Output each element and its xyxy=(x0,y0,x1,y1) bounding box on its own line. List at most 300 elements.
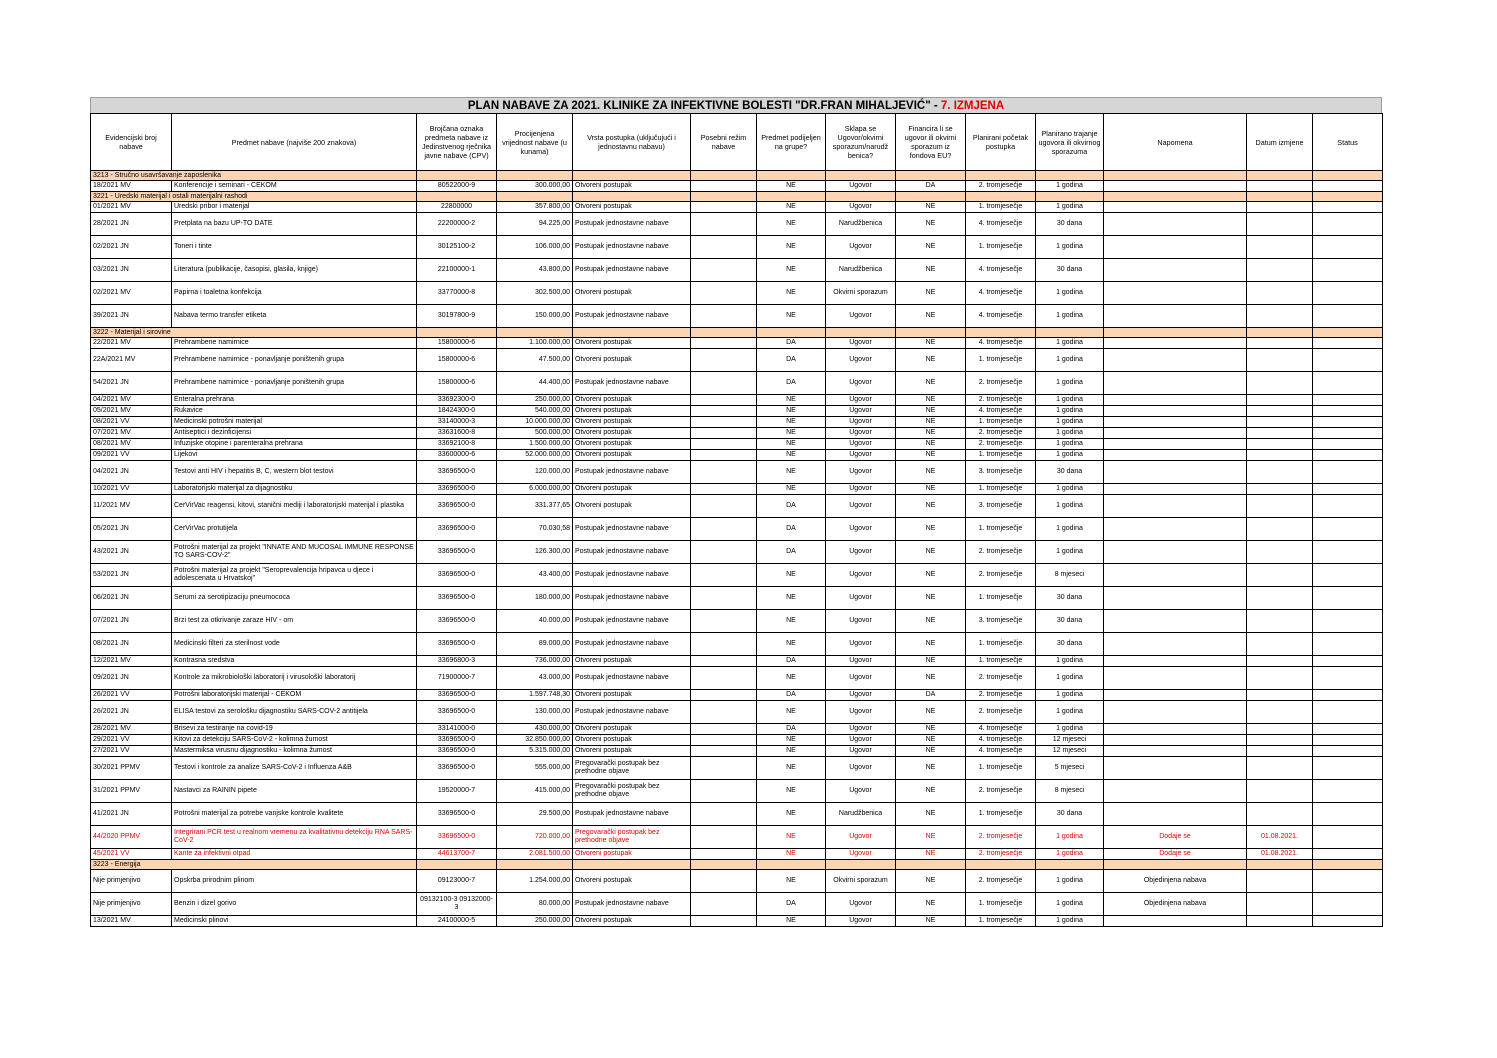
cell-vrijednost: 6.000.000,00 xyxy=(497,484,573,495)
cell-napomena: Objedinjena nabava xyxy=(1104,893,1247,916)
cell-cpv: 19520000-7 xyxy=(417,780,497,803)
cell-cpv: 33696800-3 xyxy=(417,656,497,667)
cell-predmet: Medicinski potrošni materijal xyxy=(172,417,417,428)
section-empty-cell xyxy=(417,171,497,181)
cell-posebni-rezim xyxy=(691,587,757,610)
section-empty-cell xyxy=(896,328,966,338)
cell-pocetak: 1. tromjesečje xyxy=(966,633,1036,656)
section-empty-cell xyxy=(1247,192,1313,202)
cell-status xyxy=(1313,780,1383,803)
cell-grupe: NE xyxy=(757,181,826,192)
cell-posebni-rezim xyxy=(691,202,757,213)
cell-evidencijski-broj: 28/2021 JN xyxy=(91,213,172,236)
cell-posebni-rezim xyxy=(691,181,757,192)
cell-predmet: Medicinski filteri za sterilnost vode xyxy=(172,633,417,656)
cell-cpv: 33696500-0 xyxy=(417,701,497,724)
cell-ugovor: Ugovor xyxy=(826,338,896,349)
cell-predmet: CerVirVac protutijela xyxy=(172,518,417,541)
cell-fondovi-eu: NE xyxy=(896,461,966,484)
cell-cpv: 15800000-6 xyxy=(417,338,497,349)
cell-postupak: Postupak jednostavne nabave xyxy=(573,587,691,610)
cell-cpv: 33770000-8 xyxy=(417,282,497,305)
table-row xyxy=(91,701,1383,724)
cell-napomena xyxy=(1104,450,1247,461)
cell-grupe: NE xyxy=(757,484,826,495)
cell-cpv: 24100000-5 xyxy=(417,916,497,927)
cell-trajanje: 1 godina xyxy=(1036,349,1104,372)
cell-predmet: Integrirani PCR test u realnom vremenu za kvalitativnu detekciju RNA SARS-CoV-2 xyxy=(172,826,417,849)
cell-datum-izmjene xyxy=(1247,338,1313,349)
cell-napomena xyxy=(1104,564,1247,587)
cell-ugovor: Ugovor xyxy=(826,461,896,484)
cell-trajanje: 1 godina xyxy=(1036,372,1104,395)
cell-fondovi-eu: DA xyxy=(896,690,966,701)
cell-vrijednost: 302.500,00 xyxy=(497,282,573,305)
cell-pocetak: 4. tromjesečje xyxy=(966,406,1036,417)
cell-napomena xyxy=(1104,484,1247,495)
section-empty-cell xyxy=(1313,171,1383,181)
cell-ugovor: Ugovor xyxy=(826,236,896,259)
cell-fondovi-eu: NE xyxy=(896,417,966,428)
cell-posebni-rezim xyxy=(691,633,757,656)
cell-pocetak: 2. tromjesečje xyxy=(966,372,1036,395)
cell-datum-izmjene xyxy=(1247,633,1313,656)
cell-vrijednost: 720.000,00 xyxy=(497,826,573,849)
section-empty-cell xyxy=(896,192,966,202)
cell-status xyxy=(1313,439,1383,450)
cell-trajanje: 1 godina xyxy=(1036,282,1104,305)
cell-pocetak: 1. tromjesečje xyxy=(966,893,1036,916)
cell-datum-izmjene xyxy=(1247,656,1313,667)
cell-datum-izmjene xyxy=(1247,349,1313,372)
cell-trajanje: 1 godina xyxy=(1036,541,1104,564)
cell-postupak: Otvoreni postupak xyxy=(573,282,691,305)
cell-grupe: NE xyxy=(757,746,826,757)
cell-cpv: 09132100-3 09132000-3 xyxy=(417,893,497,916)
section-empty-cell xyxy=(497,192,573,202)
cell-trajanje: 30 dana xyxy=(1036,633,1104,656)
cell-status xyxy=(1313,724,1383,735)
cell-ugovor: Ugovor xyxy=(826,484,896,495)
cell-pocetak: 2. tromjesečje xyxy=(966,541,1036,564)
cell-trajanje: 1 godina xyxy=(1036,495,1104,518)
table-row xyxy=(91,916,1383,927)
cell-fondovi-eu: NE xyxy=(896,202,966,213)
cell-cpv: 33696500-0 xyxy=(417,564,497,587)
cell-cpv: 33696500-0 xyxy=(417,690,497,701)
cell-posebni-rezim xyxy=(691,417,757,428)
cell-fondovi-eu: NE xyxy=(896,484,966,495)
cell-ugovor: Ugovor xyxy=(826,587,896,610)
cell-predmet: Uredski pribor i materijal xyxy=(172,202,417,213)
cell-postupak: Pregovarački postupak bez prethodne objave xyxy=(573,826,691,849)
cell-pocetak: 4. tromjesečje xyxy=(966,724,1036,735)
cell-status xyxy=(1313,656,1383,667)
cell-napomena xyxy=(1104,690,1247,701)
cell-trajanje: 1 godina xyxy=(1036,202,1104,213)
cell-ugovor: Ugovor xyxy=(826,690,896,701)
cell-ugovor: Ugovor xyxy=(826,395,896,406)
cell-evidencijski-broj: 45/2021 VV xyxy=(91,849,172,860)
section-empty-cell xyxy=(691,328,757,338)
cell-vrijednost: 331.377,65 xyxy=(497,495,573,518)
cell-vrijednost: 415.000,00 xyxy=(497,780,573,803)
col-fondovi-eu: Financira li se ugovor ili okvirni sporazum iz fondova EU? xyxy=(896,114,966,171)
cell-predmet: Infuzijske otopine i parenteralna prehrana xyxy=(172,439,417,450)
cell-cpv: 33696500-0 xyxy=(417,633,497,656)
cell-napomena xyxy=(1104,735,1247,746)
cell-predmet: Brzi test za otkrivanje zaraze HIV - om xyxy=(172,610,417,633)
cell-status xyxy=(1313,428,1383,439)
cell-cpv: 22100000-1 xyxy=(417,259,497,282)
cell-trajanje: 8 mjeseci xyxy=(1036,564,1104,587)
section-empty-cell xyxy=(966,860,1036,870)
cell-predmet: Prehrambene namirnice - ponavljanje poništenih grupa xyxy=(172,372,417,395)
cell-posebni-rezim xyxy=(691,667,757,690)
section-label: 3221 - Uredski materijal i ostali materijalni rashodi xyxy=(91,192,417,202)
section-empty-cell xyxy=(691,171,757,181)
cell-fondovi-eu: NE xyxy=(896,849,966,860)
cell-cpv: 18424300-0 xyxy=(417,406,497,417)
col-evidencijski-broj: Evidencijski broj nabave xyxy=(91,114,172,171)
cell-vrijednost: 300.000,00 xyxy=(497,181,573,192)
cell-pocetak: 4. tromjesečje xyxy=(966,305,1036,328)
cell-postupak: Pregovarački postupak bez prethodne objave xyxy=(573,780,691,803)
cell-grupe: NE xyxy=(757,587,826,610)
cell-postupak: Otvoreni postupak xyxy=(573,735,691,746)
cell-predmet: Toneri i tinte xyxy=(172,236,417,259)
cell-evidencijski-broj: Nije primjenjivo xyxy=(91,870,172,893)
cell-vrijednost: 47.500,00 xyxy=(497,349,573,372)
cell-trajanje: 1 godina xyxy=(1036,450,1104,461)
table-row xyxy=(91,690,1383,701)
cell-evidencijski-broj: 04/2021 JN xyxy=(91,461,172,484)
cell-fondovi-eu: NE xyxy=(896,757,966,780)
cell-grupe: NE xyxy=(757,826,826,849)
cell-posebni-rezim xyxy=(691,349,757,372)
cell-vrijednost: 70.030,58 xyxy=(497,518,573,541)
cell-trajanje: 30 dana xyxy=(1036,259,1104,282)
section-empty-cell xyxy=(826,192,896,202)
cell-datum-izmjene xyxy=(1247,428,1313,439)
table-row xyxy=(91,656,1383,667)
cell-predmet: Nastavci za RAININ pipete xyxy=(172,780,417,803)
section-empty-cell xyxy=(1313,328,1383,338)
cell-trajanje: 1 godina xyxy=(1036,916,1104,927)
cell-pocetak: 2. tromjesečje xyxy=(966,826,1036,849)
cell-status xyxy=(1313,701,1383,724)
cell-evidencijski-broj: 02/2021 JN xyxy=(91,236,172,259)
cell-pocetak: 2. tromjesečje xyxy=(966,181,1036,192)
cell-pocetak: 2. tromjesečje xyxy=(966,690,1036,701)
cell-napomena xyxy=(1104,724,1247,735)
cell-posebni-rezim xyxy=(691,656,757,667)
cell-grupe: NE xyxy=(757,870,826,893)
cell-posebni-rezim xyxy=(691,916,757,927)
cell-ugovor: Ugovor xyxy=(826,349,896,372)
cell-ugovor: Narudžbenica xyxy=(826,803,896,826)
cell-vrijednost: 40.000,00 xyxy=(497,610,573,633)
cell-evidencijski-broj: 05/2021 MV xyxy=(91,406,172,417)
cell-vrijednost: 180.000,00 xyxy=(497,587,573,610)
cell-evidencijski-broj: 53/2021 JN xyxy=(91,564,172,587)
procurement-plan-sheet xyxy=(90,97,1382,927)
cell-vrijednost: 357.800,00 xyxy=(497,202,573,213)
table-row xyxy=(91,349,1383,372)
cell-grupe: NE xyxy=(757,439,826,450)
cell-postupak: Postupak jednostavne nabave xyxy=(573,236,691,259)
cell-napomena xyxy=(1104,428,1247,439)
cell-fondovi-eu: NE xyxy=(896,916,966,927)
section-empty-cell xyxy=(497,328,573,338)
table-row xyxy=(91,450,1383,461)
cell-predmet: Papirna i toaletna konfekcija xyxy=(172,282,417,305)
cell-predmet: Brisevi za testiranje na covid-19 xyxy=(172,724,417,735)
section-empty-cell xyxy=(691,860,757,870)
cell-datum-izmjene xyxy=(1247,181,1313,192)
cell-datum-izmjene: 01.08.2021. xyxy=(1247,826,1313,849)
cell-grupe: NE xyxy=(757,450,826,461)
cell-pocetak: 4. tromjesečje xyxy=(966,746,1036,757)
cell-status xyxy=(1313,916,1383,927)
cell-posebni-rezim xyxy=(691,236,757,259)
cell-posebni-rezim xyxy=(691,870,757,893)
section-empty-cell xyxy=(1036,860,1104,870)
cell-grupe: DA xyxy=(757,349,826,372)
cell-cpv: 33696500-0 xyxy=(417,461,497,484)
cell-posebni-rezim xyxy=(691,338,757,349)
cell-cpv: 33696500-0 xyxy=(417,803,497,826)
cell-postupak: Otvoreni postupak xyxy=(573,450,691,461)
cell-evidencijski-broj: 05/2021 JN xyxy=(91,518,172,541)
table-row xyxy=(91,305,1383,328)
section-row xyxy=(91,860,1383,870)
cell-fondovi-eu: NE xyxy=(896,259,966,282)
cell-posebni-rezim xyxy=(691,450,757,461)
cell-vrijednost: 250.000,00 xyxy=(497,916,573,927)
cell-status xyxy=(1313,757,1383,780)
cell-fondovi-eu: NE xyxy=(896,395,966,406)
cell-napomena xyxy=(1104,349,1247,372)
cell-grupe: NE xyxy=(757,213,826,236)
table-row xyxy=(91,395,1383,406)
cell-cpv: 33696500-0 xyxy=(417,746,497,757)
cell-fondovi-eu: NE xyxy=(896,610,966,633)
section-empty-cell xyxy=(1036,192,1104,202)
cell-postupak: Postupak jednostavne nabave xyxy=(573,701,691,724)
cell-predmet: Konferencije i seminari - CEKOM xyxy=(172,181,417,192)
cell-postupak: Otvoreni postupak xyxy=(573,724,691,735)
cell-postupak: Postupak jednostavne nabave xyxy=(573,213,691,236)
cell-vrijednost: 1.100.000,00 xyxy=(497,338,573,349)
cell-grupe: NE xyxy=(757,259,826,282)
cell-trajanje: 1 godina xyxy=(1036,690,1104,701)
cell-predmet: CerVirVac reagensi, kitovi, stanični mediji i laboratorijski materijal i plastika xyxy=(172,495,417,518)
cell-postupak: Otvoreni postupak xyxy=(573,349,691,372)
cell-postupak: Postupak jednostavne nabave xyxy=(573,564,691,587)
cell-predmet: Potrošni materijal za projekt "Seroprevalencija hripavca u djece i adolescenata u Hrvatskoj" xyxy=(172,564,417,587)
cell-status xyxy=(1313,461,1383,484)
cell-cpv: 33692100-8 xyxy=(417,439,497,450)
cell-vrijednost: 126.300,00 xyxy=(497,541,573,564)
cell-datum-izmjene xyxy=(1247,667,1313,690)
cell-vrijednost: 52.000.000,00 xyxy=(497,450,573,461)
cell-ugovor: Ugovor xyxy=(826,541,896,564)
section-empty-cell xyxy=(691,192,757,202)
cell-postupak: Otvoreni postupak xyxy=(573,181,691,192)
cell-postupak: Otvoreni postupak xyxy=(573,916,691,927)
cell-predmet: Serumi za serotipizaciju pneumococa xyxy=(172,587,417,610)
cell-grupe: DA xyxy=(757,495,826,518)
cell-posebni-rezim xyxy=(691,439,757,450)
table-row xyxy=(91,757,1383,780)
cell-ugovor: Ugovor xyxy=(826,701,896,724)
cell-postupak: Otvoreni postupak xyxy=(573,746,691,757)
cell-trajanje: 1 godina xyxy=(1036,849,1104,860)
cell-cpv: 33696500-0 xyxy=(417,518,497,541)
cell-postupak: Otvoreni postupak xyxy=(573,406,691,417)
col-status: Status xyxy=(1313,114,1383,171)
cell-ugovor: Ugovor xyxy=(826,518,896,541)
cell-pocetak: 1. tromjesečje xyxy=(966,202,1036,213)
cell-ugovor: Ugovor xyxy=(826,849,896,860)
cell-postupak: Otvoreni postupak xyxy=(573,395,691,406)
cell-postupak: Otvoreni postupak xyxy=(573,690,691,701)
section-empty-cell xyxy=(966,328,1036,338)
cell-fondovi-eu: NE xyxy=(896,633,966,656)
section-label: 3222 - Materijal i sirovine xyxy=(91,328,417,338)
cell-vrijednost: 106.000,00 xyxy=(497,236,573,259)
cell-cpv: 44613700-7 xyxy=(417,849,497,860)
cell-ugovor: Ugovor xyxy=(826,826,896,849)
cell-evidencijski-broj: 22A/2021 MV xyxy=(91,349,172,372)
table-row xyxy=(91,372,1383,395)
cell-napomena xyxy=(1104,372,1247,395)
header-row xyxy=(91,114,1383,171)
cell-evidencijski-broj: 01/2021 MV xyxy=(91,202,172,213)
cell-napomena xyxy=(1104,780,1247,803)
cell-predmet: ELISA testovi za serološku dijagnostiku SARS-COV-2 antitijela xyxy=(172,701,417,724)
cell-posebni-rezim xyxy=(691,826,757,849)
procurement-table xyxy=(90,113,1383,927)
cell-status xyxy=(1313,395,1383,406)
cell-pocetak: 3. tromjesečje xyxy=(966,495,1036,518)
table-row xyxy=(91,484,1383,495)
section-empty-cell xyxy=(1247,171,1313,181)
cell-pocetak: 2. tromjesečje xyxy=(966,870,1036,893)
cell-ugovor: Narudžbenica xyxy=(826,259,896,282)
cell-posebni-rezim xyxy=(691,372,757,395)
section-empty-cell xyxy=(573,171,691,181)
cell-vrijednost: 1.500.000,00 xyxy=(497,439,573,450)
cell-pocetak: 1. tromjesečje xyxy=(966,587,1036,610)
cell-datum-izmjene xyxy=(1247,461,1313,484)
cell-postupak: Otvoreni postupak xyxy=(573,338,691,349)
cell-fondovi-eu: NE xyxy=(896,428,966,439)
cell-status xyxy=(1313,259,1383,282)
cell-predmet: Kante za infektivni otpad xyxy=(172,849,417,860)
table-row xyxy=(91,213,1383,236)
table-row xyxy=(91,746,1383,757)
table-row xyxy=(91,495,1383,518)
cell-fondovi-eu: NE xyxy=(896,338,966,349)
cell-trajanje: 1 godina xyxy=(1036,406,1104,417)
cell-posebni-rezim xyxy=(691,780,757,803)
section-empty-cell xyxy=(757,192,826,202)
cell-grupe: NE xyxy=(757,417,826,428)
cell-trajanje: 1 godina xyxy=(1036,395,1104,406)
table-row xyxy=(91,439,1383,450)
col-pocetak: Planirani početak postupka xyxy=(966,114,1036,171)
cell-trajanje: 1 godina xyxy=(1036,724,1104,735)
cell-napomena xyxy=(1104,701,1247,724)
cell-status xyxy=(1313,305,1383,328)
cell-vrijednost: 540.000,00 xyxy=(497,406,573,417)
cell-status xyxy=(1313,587,1383,610)
cell-postupak: Postupak jednostavne nabave xyxy=(573,610,691,633)
cell-grupe: NE xyxy=(757,236,826,259)
cell-trajanje: 30 dana xyxy=(1036,610,1104,633)
cell-fondovi-eu: DA xyxy=(896,181,966,192)
cell-status xyxy=(1313,893,1383,916)
cell-evidencijski-broj: 03/2021 JN xyxy=(91,259,172,282)
section-empty-cell xyxy=(1036,171,1104,181)
cell-datum-izmjene xyxy=(1247,587,1313,610)
table-row xyxy=(91,282,1383,305)
cell-status xyxy=(1313,181,1383,192)
cell-datum-izmjene xyxy=(1247,484,1313,495)
cell-trajanje: 1 godina xyxy=(1036,870,1104,893)
cell-datum-izmjene xyxy=(1247,213,1313,236)
cell-predmet: Opskrba prirodnim plinom xyxy=(172,870,417,893)
cell-ugovor: Ugovor xyxy=(826,372,896,395)
table-row xyxy=(91,735,1383,746)
cell-datum-izmjene xyxy=(1247,259,1313,282)
cell-napomena xyxy=(1104,202,1247,213)
cell-ugovor: Ugovor xyxy=(826,202,896,213)
cell-trajanje: 5 mjeseci xyxy=(1036,757,1104,780)
cell-evidencijski-broj: 09/2021 VV xyxy=(91,450,172,461)
cell-postupak: Postupak jednostavne nabave xyxy=(573,259,691,282)
cell-posebni-rezim xyxy=(691,484,757,495)
cell-posebni-rezim xyxy=(691,495,757,518)
cell-fondovi-eu: NE xyxy=(896,282,966,305)
section-label: 3223 - Energija xyxy=(91,860,417,870)
cell-evidencijski-broj: 28/2021 MV xyxy=(91,724,172,735)
cell-trajanje: 1 godina xyxy=(1036,893,1104,916)
cell-ugovor: Ugovor xyxy=(826,305,896,328)
cell-ugovor: Ugovor xyxy=(826,667,896,690)
cell-pocetak: 3. tromjesečje xyxy=(966,610,1036,633)
cell-postupak: Pregovarački postupak bez prethodne objave xyxy=(573,757,691,780)
table-body xyxy=(91,171,1383,927)
cell-napomena xyxy=(1104,181,1247,192)
cell-status xyxy=(1313,803,1383,826)
cell-fondovi-eu: NE xyxy=(896,587,966,610)
cell-grupe: NE xyxy=(757,282,826,305)
cell-predmet: Nabava termo transfer etiketa xyxy=(172,305,417,328)
cell-datum-izmjene xyxy=(1247,282,1313,305)
cell-ugovor: Ugovor xyxy=(826,417,896,428)
cell-fondovi-eu: NE xyxy=(896,495,966,518)
cell-predmet: Antiseptici i dezinficijensi xyxy=(172,428,417,439)
col-cpv: Brojčana oznaka predmeta nabave iz Jedinstvenog rječnika javne nabave (CPV) xyxy=(417,114,497,171)
cell-vrijednost: 43.800,00 xyxy=(497,259,573,282)
cell-datum-izmjene xyxy=(1247,495,1313,518)
cell-datum-izmjene xyxy=(1247,690,1313,701)
cell-status xyxy=(1313,667,1383,690)
cell-evidencijski-broj: 08/2021 VV xyxy=(91,417,172,428)
